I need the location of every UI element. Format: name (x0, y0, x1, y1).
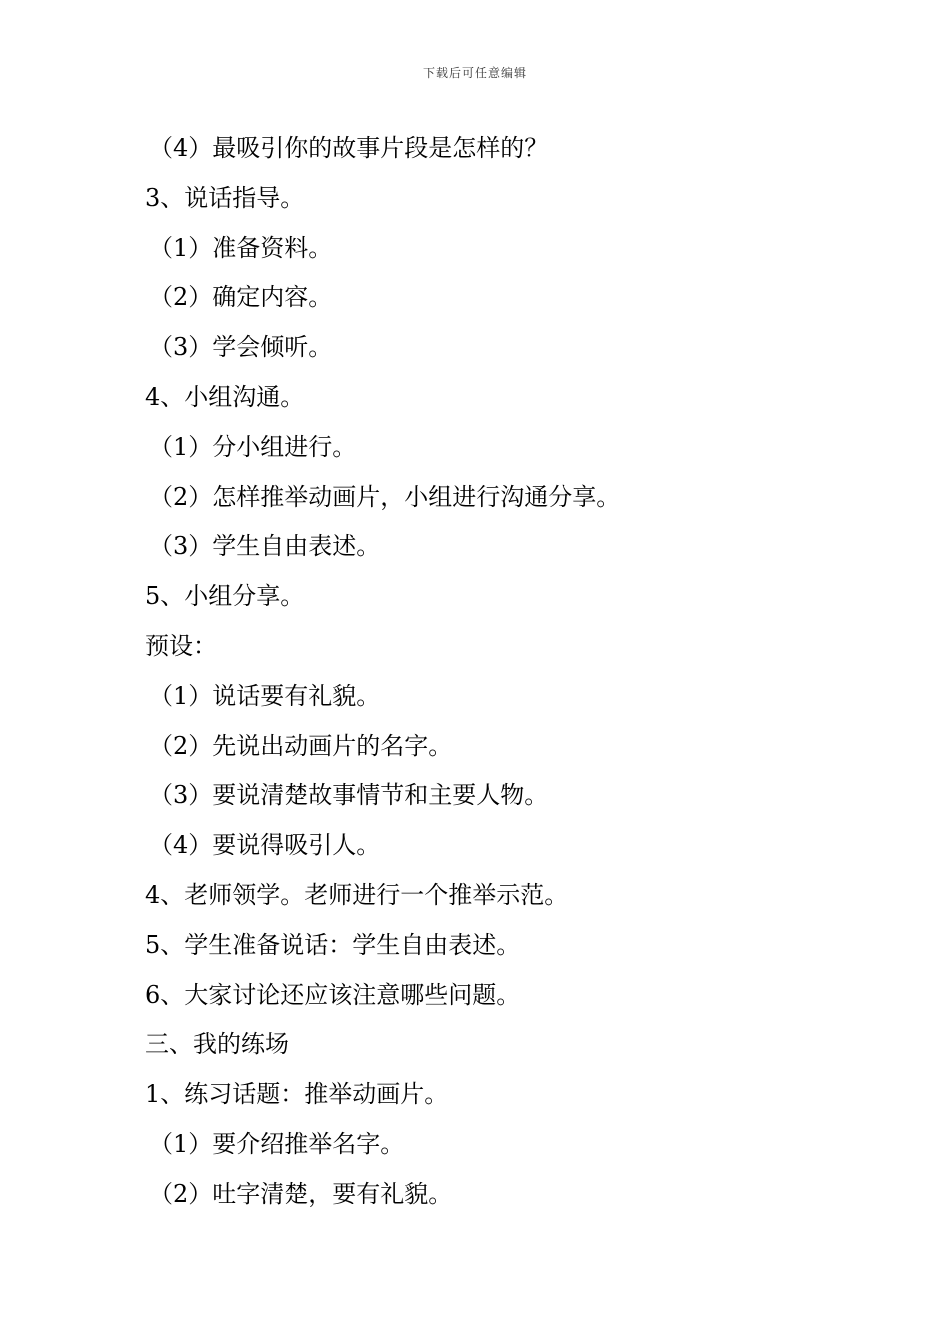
text-line: （2）吐字清楚，要有礼貌。 (149, 1179, 453, 1208)
text-line: 3、说话指导。 (145, 183, 305, 212)
text-line: （1）要介绍推举名字。 (149, 1129, 405, 1158)
page-header: 下载后可任意编辑 (422, 66, 527, 80)
text-line: （4）最吸引你的故事片段是怎样的？ (149, 134, 549, 162)
text-line: 预设： (145, 631, 217, 660)
text-line: （3）学会倾听。 (149, 333, 333, 362)
text-line: 1、练习话题：推举动画片。 (145, 1080, 449, 1109)
text-line: （1）说话要有礼貌。 (149, 681, 381, 710)
text-line: 4、老师领学。老师进行一个推举示范。 (145, 880, 569, 909)
text-line: 5、小组分享。 (145, 582, 305, 611)
text-line: 4、小组沟通。 (145, 382, 305, 411)
text-line: 5、学生准备说话：学生自由表述。 (145, 930, 521, 959)
section-heading: 三、我的练场 (145, 1030, 289, 1059)
text-line: （2）确定内容。 (149, 283, 333, 312)
text-line: 6、大家讨论还应该注意哪些问题。 (145, 980, 521, 1009)
document-body (145, 130, 865, 1226)
text-line: （1）准备资料。 (149, 233, 333, 262)
text-line: （2）先说出动画片的名字。 (149, 731, 453, 760)
text-line: （3）学生自由表述。 (149, 532, 381, 561)
text-line: （2）怎样推举动画片，小组进行沟通分享。 (149, 482, 621, 511)
text-line: （1）分小组进行。 (149, 432, 357, 461)
text-line: （3）要说清楚故事情节和主要人物。 (149, 781, 549, 810)
text-line: （4）要说得吸引人。 (149, 831, 381, 860)
